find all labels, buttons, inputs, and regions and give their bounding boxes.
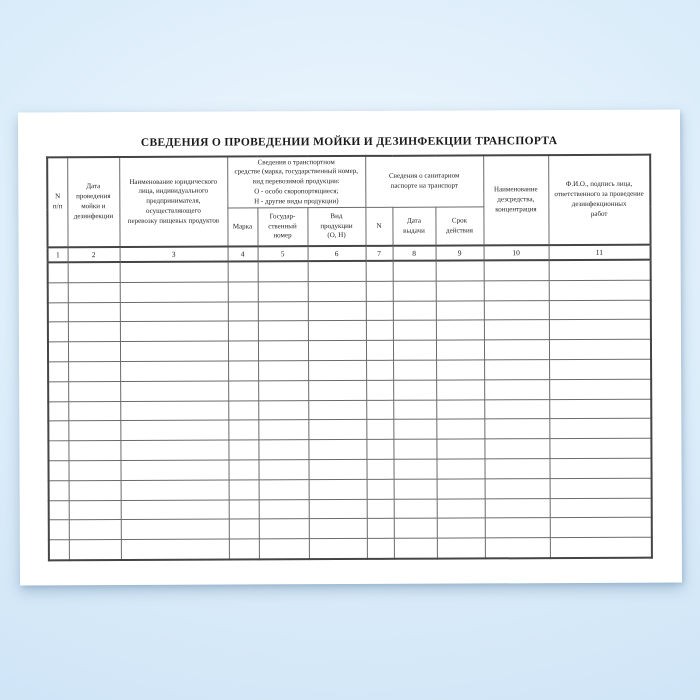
column-number: 4 — [228, 246, 258, 261]
empty-cell — [68, 441, 120, 461]
empty-cell — [49, 480, 69, 500]
empty-cell — [366, 439, 393, 459]
empty-cell — [484, 399, 549, 419]
empty-cell — [436, 399, 484, 419]
header-group-row — [47, 155, 650, 209]
empty-cell — [366, 420, 393, 440]
empty-cell — [259, 539, 309, 560]
empty-cell — [228, 440, 258, 460]
empty-cell — [366, 400, 393, 420]
empty-log-row — [49, 498, 652, 520]
empty-cell — [258, 361, 308, 381]
empty-cell — [393, 380, 436, 400]
empty-cell — [549, 339, 651, 359]
empty-cell — [549, 458, 651, 478]
empty-cell — [484, 340, 549, 360]
table-body — [48, 260, 652, 561]
empty-log-row — [48, 359, 651, 381]
empty-cell — [366, 321, 393, 341]
empty-cell — [394, 479, 437, 499]
empty-cell — [228, 381, 258, 401]
header-passport-number: N — [365, 207, 392, 246]
empty-cell — [121, 519, 229, 539]
empty-cell — [68, 282, 120, 302]
empty-cell — [228, 400, 258, 420]
header-vehicle-group: Сведения о транспортном средстве (марка, государственный номер, вид перевозимой продукции: О - особо скоропортящиеся; Н - другие виды продукции) — [227, 156, 365, 208]
empty-cell — [259, 519, 309, 539]
document-page — [18, 110, 682, 586]
empty-log-row — [49, 518, 652, 540]
empty-cell — [308, 360, 366, 380]
empty-log-row — [48, 280, 651, 302]
empty-cell — [69, 480, 121, 500]
empty-cell — [393, 400, 436, 420]
empty-cell — [436, 360, 484, 380]
empty-log-row — [48, 399, 651, 421]
empty-cell — [485, 518, 550, 538]
empty-cell — [436, 419, 484, 439]
empty-cell — [437, 538, 485, 559]
empty-cell — [308, 281, 366, 301]
column-number: 1 — [48, 247, 68, 262]
empty-cell — [259, 499, 309, 519]
empty-cell — [394, 518, 437, 538]
empty-cell — [48, 302, 68, 322]
empty-cell — [258, 301, 308, 321]
empty-cell — [258, 281, 308, 301]
empty-cell — [308, 321, 366, 341]
empty-cell — [485, 478, 550, 498]
empty-cell — [484, 459, 549, 479]
page-title: СВЕДЕНИЯ О ПРОВЕДЕНИИ МОЙКИ И ДЕЗИНФЕКЦИИ ТРАНСПОРТА — [140, 135, 558, 149]
empty-cell — [393, 261, 436, 281]
empty-cell — [68, 401, 120, 421]
empty-cell — [436, 459, 484, 479]
empty-cell — [393, 439, 436, 459]
empty-cell — [120, 420, 228, 440]
empty-cell — [366, 459, 393, 479]
empty-cell — [484, 280, 549, 300]
empty-cell — [228, 420, 258, 440]
empty-cell — [258, 321, 308, 341]
empty-cell — [48, 382, 68, 402]
empty-cell — [308, 459, 366, 479]
empty-cell — [68, 262, 120, 283]
empty-cell — [48, 421, 68, 441]
empty-cell — [393, 459, 436, 479]
empty-cell — [436, 260, 484, 281]
empty-cell — [68, 361, 120, 381]
header-validity-period: Срок действия — [435, 207, 483, 246]
header-state-number: Государ- ственный номер — [257, 208, 307, 247]
empty-cell — [121, 500, 229, 520]
empty-cell — [436, 340, 484, 360]
empty-cell — [308, 420, 366, 440]
empty-cell — [68, 322, 120, 342]
empty-cell — [436, 320, 484, 340]
empty-cell — [228, 301, 258, 321]
empty-cell — [550, 478, 652, 498]
empty-cell — [48, 283, 68, 303]
empty-cell — [437, 518, 485, 538]
empty-cell — [367, 499, 394, 519]
empty-cell — [120, 302, 228, 322]
empty-cell — [484, 419, 549, 439]
header-organization: Наименование юридического лица, индивидуального предпринимателя, осуществляющего перевозку пищевых продуктов — [119, 157, 227, 247]
empty-cell — [308, 440, 366, 460]
empty-cell — [308, 261, 366, 282]
empty-log-row — [48, 300, 651, 322]
empty-log-row — [49, 537, 652, 560]
empty-cell — [549, 438, 651, 458]
empty-cell — [366, 301, 393, 321]
empty-cell — [229, 480, 259, 500]
empty-cell — [550, 498, 652, 518]
empty-cell — [229, 499, 259, 519]
empty-cell — [393, 301, 436, 321]
empty-cell — [49, 520, 69, 540]
empty-cell — [68, 302, 120, 322]
empty-log-row — [48, 379, 651, 401]
empty-log-row — [48, 419, 651, 441]
empty-cell — [308, 341, 366, 361]
empty-cell — [549, 379, 651, 399]
empty-cell — [120, 321, 228, 341]
empty-cell — [309, 519, 367, 539]
column-number: 5 — [258, 246, 308, 261]
empty-cell — [49, 540, 69, 560]
empty-cell — [549, 399, 651, 419]
empty-log-row — [48, 438, 651, 460]
empty-log-row — [48, 320, 651, 342]
empty-cell — [484, 360, 549, 380]
header-disinfectant: Наименование дезсредства, концентрация — [483, 155, 548, 245]
empty-cell — [228, 261, 258, 281]
empty-cell — [229, 539, 259, 559]
empty-cell — [549, 419, 651, 439]
column-number: 3 — [120, 247, 228, 262]
empty-cell — [228, 460, 258, 480]
empty-cell — [437, 479, 485, 499]
empty-cell — [393, 281, 436, 301]
empty-cell — [484, 320, 549, 340]
empty-cell — [120, 341, 228, 361]
empty-cell — [48, 441, 68, 461]
empty-cell — [549, 260, 651, 281]
empty-cell — [48, 362, 68, 382]
empty-cell — [228, 321, 258, 341]
empty-cell — [258, 380, 308, 400]
header-vehicle-brand: Марка — [227, 208, 257, 247]
empty-cell — [393, 419, 436, 439]
empty-cell — [437, 498, 485, 518]
empty-cell — [309, 479, 367, 499]
empty-cell — [484, 439, 549, 459]
table-header — [47, 155, 650, 263]
empty-cell — [485, 538, 550, 559]
empty-cell — [48, 342, 68, 362]
empty-cell — [549, 280, 651, 300]
empty-cell — [228, 361, 258, 381]
empty-cell — [394, 538, 437, 558]
empty-cell — [436, 301, 484, 321]
empty-cell — [367, 519, 394, 539]
empty-cell — [228, 341, 258, 361]
empty-cell — [366, 360, 393, 380]
empty-cell — [366, 340, 393, 360]
empty-cell — [308, 301, 366, 321]
empty-cell — [485, 498, 550, 518]
empty-cell — [549, 300, 651, 320]
empty-cell — [121, 480, 229, 500]
empty-cell — [120, 262, 228, 283]
empty-cell — [258, 420, 308, 440]
empty-cell — [258, 400, 308, 420]
empty-cell — [69, 520, 121, 540]
column-number: 2 — [68, 247, 120, 262]
empty-cell — [69, 540, 121, 561]
empty-cell — [121, 539, 229, 560]
column-number: 9 — [436, 245, 484, 260]
column-number: 7 — [366, 246, 393, 261]
empty-cell — [120, 282, 228, 302]
empty-cell — [366, 380, 393, 400]
empty-cell — [259, 479, 309, 499]
empty-cell — [68, 381, 120, 401]
empty-cell — [120, 361, 228, 381]
empty-cell — [48, 401, 68, 421]
column-number: 11 — [549, 245, 651, 260]
header-wash-date: Дата проведения мойки и дезинфекции — [67, 157, 119, 247]
empty-cell — [258, 440, 308, 460]
empty-cell — [308, 400, 366, 420]
empty-cell — [393, 340, 436, 360]
empty-cell — [48, 461, 68, 481]
empty-cell — [550, 518, 652, 538]
empty-cell — [436, 380, 484, 400]
empty-cell — [436, 439, 484, 459]
empty-log-row — [49, 478, 652, 500]
header-responsible-person: Ф.И.О., подпись лица, ответственного за проведение дезинфекционных работ — [548, 155, 650, 245]
empty-cell — [366, 281, 393, 301]
empty-cell — [367, 479, 394, 499]
empty-cell — [48, 262, 68, 282]
empty-log-row — [48, 339, 651, 361]
empty-cell — [550, 537, 652, 558]
empty-cell — [120, 401, 228, 421]
header-sanitary-passport-group: Сведения о санитарном паспорте на транспорт — [365, 155, 483, 207]
empty-cell — [549, 320, 651, 340]
disinfection-log-table — [46, 154, 653, 562]
empty-cell — [120, 440, 228, 460]
empty-log-row — [48, 458, 651, 480]
empty-cell — [69, 500, 121, 520]
empty-cell — [229, 519, 259, 539]
column-number: 6 — [308, 246, 366, 261]
header-issue-date: Дата выдачи — [392, 207, 435, 246]
header-row-number: N п/п — [47, 157, 67, 247]
column-number: 8 — [393, 246, 436, 261]
empty-cell — [68, 342, 120, 362]
empty-cell — [436, 281, 484, 301]
empty-cell — [394, 499, 437, 519]
empty-cell — [258, 460, 308, 480]
column-number: 10 — [484, 245, 549, 260]
empty-cell — [68, 421, 120, 441]
empty-cell — [228, 282, 258, 302]
empty-cell — [120, 460, 228, 480]
empty-cell — [309, 539, 367, 560]
empty-cell — [258, 341, 308, 361]
empty-cell — [484, 260, 549, 281]
empty-cell — [120, 381, 228, 401]
empty-cell — [484, 300, 549, 320]
header-product-type: Вид продукции (О, Н) — [307, 207, 365, 246]
empty-cell — [308, 380, 366, 400]
empty-cell — [68, 460, 120, 480]
empty-cell — [366, 261, 393, 281]
empty-cell — [484, 379, 549, 399]
empty-cell — [48, 322, 68, 342]
empty-cell — [393, 360, 436, 380]
empty-log-row — [48, 260, 651, 283]
empty-cell — [367, 538, 394, 558]
empty-cell — [49, 500, 69, 520]
empty-cell — [549, 359, 651, 379]
empty-cell — [393, 321, 436, 341]
empty-cell — [309, 499, 367, 519]
empty-cell — [258, 261, 308, 282]
